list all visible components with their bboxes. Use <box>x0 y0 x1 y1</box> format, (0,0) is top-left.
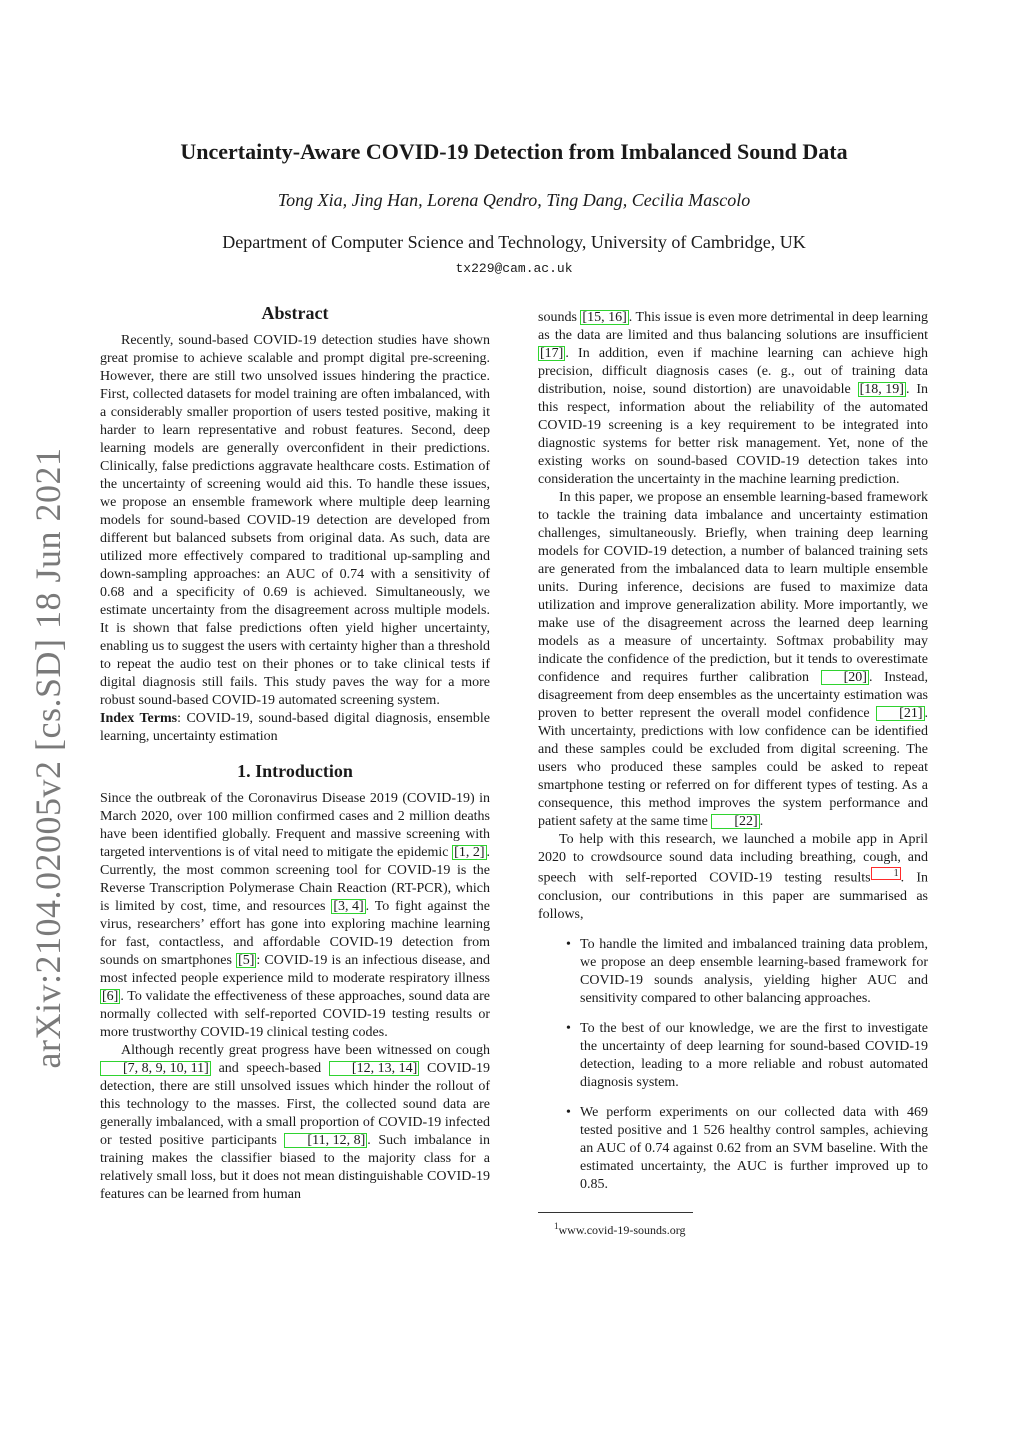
paragraph-text: Since the outbreak of the Coronavirus Disease 2019 (COVID-19) in March 2020, over 100 million confirmed cases and 2 million deaths have been identified globally. Frequent and massive screening with targeted interventions is of vital need to mitigate the epidemic <box>100 791 490 860</box>
paragraph-text: . To validate the effectiveness of these approaches, sound data are normally collected with self-reported COVID-19 testing results or more trustworthy COVID-19 clinical testing codes. <box>100 989 490 1040</box>
author-email: tx229@cam.ac.uk <box>455 261 573 276</box>
paragraph-text: and speech-based <box>210 1061 329 1076</box>
paper-title: Uncertainty-Aware COVID-19 Detection from Imbalanced Sound Data <box>180 139 848 164</box>
footnote-link[interactable]: 1 <box>871 867 901 880</box>
citation-link[interactable]: [1, 2] <box>454 845 485 860</box>
paper-affiliation: Department of Computer Science and Technology, University of Cambridge, UK <box>222 232 806 252</box>
citation-link[interactable]: [22] <box>711 814 759 829</box>
citation-link[interactable]: [17] <box>540 346 564 361</box>
bullet-icon: • <box>566 1104 571 1120</box>
footnote <box>538 1219 928 1237</box>
citation-link[interactable]: [7, 8, 9, 10, 11] <box>100 1061 211 1076</box>
paragraph-text: Although recently great progress have been witnessed on cough <box>121 1043 490 1058</box>
bullet-icon: • <box>566 1020 571 1036</box>
citation-link[interactable]: [3, 4] <box>333 899 364 914</box>
abstract-text: Recently, sound-based COVID-19 detection studies have shown great promise to achieve scalable and prompt digital pre-screening. However, there are still two unsolved issues hindering the practice. First, collected datasets for model training are often imbalanced, with a considerably smaller proportion of users tested positive, making it harder to learn representative and robust features. Second, deep learning models are generally overconfident in their predictions. Clinically, false predictions aggravate healthcare costs. Estimation of the uncertainty of screening would aid this. To handle these issues, we propose an ensemble framework where multiple deep learning models for sound-based COVID-19 detection are developed from different but balanced subsets from original data. As such, data are utilized more effectively compared to traditional up-sampling and down-sampling approaches: an AUC of 0.74 with a sensitivity of 0.68 and a specificity of 0.69 is achieved. Simultaneously, we estimate uncertainty from the disagreement across multiple models. It is shown that false predictions often yield higher uncertainty, enabling us to suggest the users with certainty higher than a threshold to repeat the audio test on their phones or to take clinical tests if digital diagnosis still fails. This study paves the way for a more robust sound-based COVID-19 automated screening system. <box>100 333 490 708</box>
paragraph-text: To help with this research, we launched a mobile app in April 2020 to crowdsource sound data including breathing, cough, and speech with self-reported COVID-19 testing results <box>538 832 928 886</box>
arxiv-watermark <box>18 447 78 1069</box>
citation-link[interactable]: [18, 19] <box>859 382 904 397</box>
paragraph-text: . In this respect, information about the reliability of the automated COVID-19 screening is a key requirement to be integrated into diagnostic systems for better risk management. Yet, none of the existing works on sound-based COVID-19 detection takes into consideration the uncertainty in the machine learning prediction. <box>538 382 928 487</box>
index-terms <box>100 710 490 746</box>
paper-authors: Tong Xia, Jing Han, Lorena Qendro, Ting Dang, Cecilia Mascolo <box>277 190 751 210</box>
paragraph-text: COVID-19 detection, there are still unsolved issues which hinder the rollout of this technology to the masses. First, the collected sound data are generally imbalanced, with a small proportion of COVID-19 infected or tested positive participants <box>100 1061 490 1148</box>
citation-link[interactable]: [12, 13, 14] <box>329 1061 419 1076</box>
list-item-text: To the best of our knowledge, we are the first to investigate the uncertainty of deep learning for sound-based COVID-19 detection, leading to a more reliable and robust automated diagnosis system. <box>580 1020 928 1090</box>
contribution-list <box>538 936 928 1194</box>
paragraph-text: . <box>759 814 764 829</box>
intro-paragraph-2 <box>100 1042 490 1204</box>
right-column <box>538 309 928 1237</box>
list-item <box>538 1104 928 1194</box>
intro-paragraph-5 <box>538 831 928 924</box>
citation-link[interactable]: [21] <box>876 706 924 721</box>
paragraph-text: In this paper, we propose an ensemble learning-based framework to tackle the training data imbalance and uncertainty estimation challenges, simultaneously. Briefly, when training deep learning models for COVID-19 detection, a number of balanced training sets are generated from the imbalanced data to learn multiple ensemble units. During inference, decisions are fused to maximize data utilization and improve generalization ability. More importantly, we make use of the disagreement across the learned deep learning models as a measure of uncertainty. Softmax probability may indicate the confidence of the prediction, but it tends to overestimate confidence and requires further calibration <box>538 490 928 685</box>
index-terms-text: : COVID-19, sound-based digital diagnosis, ensemble learning, uncertainty estimation <box>100 711 490 744</box>
citation-link[interactable]: [11, 12, 8] <box>284 1133 367 1148</box>
list-item <box>538 936 928 1008</box>
citation-link[interactable]: [20] <box>821 670 869 685</box>
list-item-text: To handle the limited and imbalanced training data problem, we propose an deep ensemble learning-based framework for COVID-19 sounds analysis, yielding higher AUC and sensitivity compared to other balancing approaches. <box>580 936 928 1006</box>
paragraph-text: . In conclusion, our contributions in this paper are summarised as follows, <box>538 870 928 922</box>
footnote-divider <box>538 1212 693 1213</box>
intro-paragraph-3 <box>538 309 928 489</box>
paragraph-text: . To fight against the virus, researchers’ effort has gone into exploring machine learning for fast, contactless, and affordable COVID-19 detection from sounds on smartphones <box>100 899 490 968</box>
paragraph-text: . With uncertainty, predictions with low confidence can be identified and these samples could be excluded from digital screening. The users who produced these samples could be asked to repeat smartphone testing or referred on for different types of testing. As a consequence, this method improves the system performance and patient safety at the same time <box>538 706 928 829</box>
footnote-text: www.covid-19-sounds.org <box>558 1222 686 1237</box>
introduction-heading: 1. Introduction <box>237 761 353 781</box>
paragraph-text: : COVID-19 is an infectious disease, and most infected people experience mild to moderate respiratory illness <box>100 953 490 986</box>
citation-link[interactable]: [6] <box>102 989 119 1004</box>
arxiv-id: arXiv:2104.02005v2 [cs.SD] 18 Jun 2021 <box>28 447 68 1069</box>
paragraph-text: . This issue is even more detrimental in deep learning as the data are limited and thus balancing solutions are insufficient <box>538 310 928 343</box>
citation-link[interactable]: [5] <box>238 953 255 968</box>
bullet-icon: • <box>566 936 571 952</box>
paragraph-text: . Currently, the most common screening tool for COVID-19 is the Reverse Transcription Polymerase Chain Reaction (RT-PCR), which is limited by cost, time, and resources <box>100 845 490 914</box>
paragraph-text: . Instead, disagreement from deep ensembles as the uncertainty estimation was proven to better represent the overall model confidence <box>538 670 928 721</box>
left-column <box>100 304 490 1204</box>
index-terms-label: Index Terms <box>100 711 178 726</box>
paragraph-text: sounds <box>538 310 581 325</box>
list-item-text: We perform experiments on our collected data with 469 tested positive and 1 526 healthy control samples, achieving an AUC of 0.74 against 0.62 from an SVM baseline. With the estimated uncertainty, the AUC is further improved up to 0.85. <box>580 1104 928 1192</box>
paragraph-text: . In addition, even if machine learning can achieve high precision, difficult diagnosis cases (e. g., out of training data distribution, noise, sound distortion) are unavoidable <box>538 346 928 397</box>
intro-paragraph-4 <box>538 489 928 831</box>
intro-paragraph-1 <box>100 790 490 1042</box>
paragraph-text: . Such imbalance in training makes the classifier biased to the majority class for a relatively small loss, but it does not mean distinguishable COVID-19 features can be learned from human <box>100 1133 490 1202</box>
citation-link[interactable]: [15, 16] <box>582 310 627 325</box>
abstract-heading: Abstract <box>261 303 329 323</box>
footnote-mark: 1 <box>554 1220 559 1231</box>
list-item <box>538 1020 928 1092</box>
